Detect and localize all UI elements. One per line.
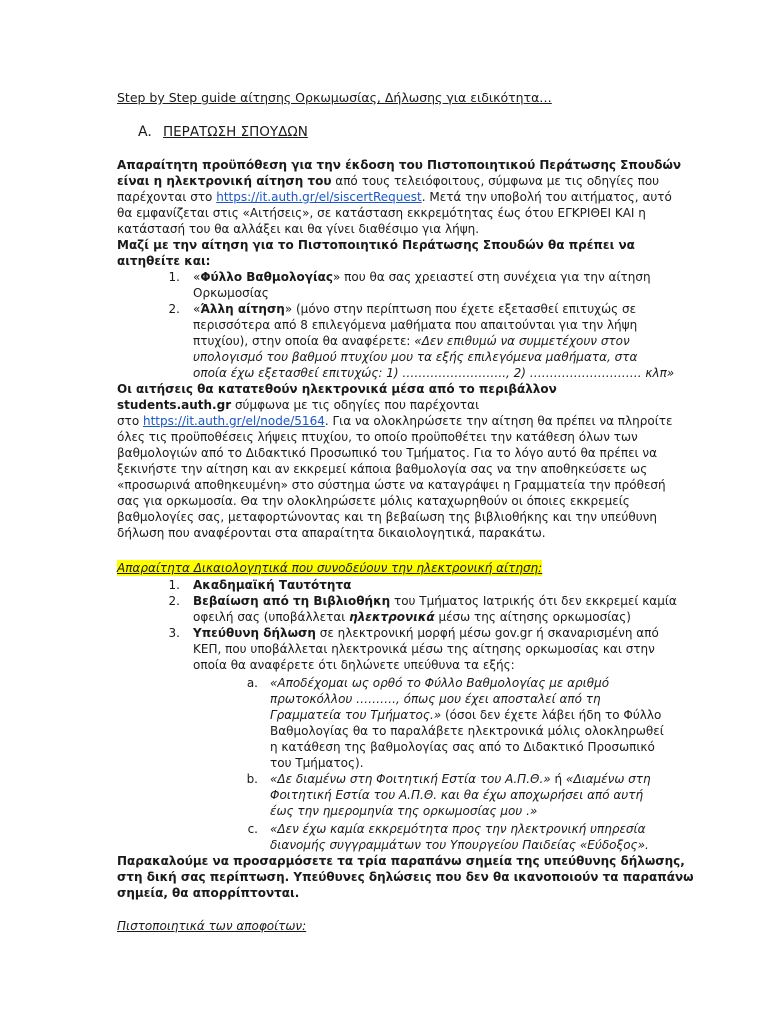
para2-line-1: Οι αιτήσεις θα κατατεθούν ηλεκτρονικά μέσα από το περιβάλλον — [117, 382, 557, 396]
closing-line-3: σημεία, θα απορρίπτονται. — [117, 886, 300, 900]
siscert-request-link[interactable]: https://it.auth.gr/el/siscertRequest — [216, 190, 422, 204]
intro-line-4: θα εμφανίζεται στις «Αιτήσεις», σε κατάσταση εκκρεμότητας έως ότου ΕΓΚΡΙΘΕΙ ΚΑΙ η — [117, 206, 646, 220]
intro-line-7: αιτηθείτε και: — [117, 254, 211, 268]
request-1-number: 1. — [168, 270, 180, 284]
para2-line-4: όλες τις προϋποθέσεις λήψεις πτυχίου, το οποίο προϋποθέτει την κατάθεση όλων των — [117, 430, 638, 444]
doc-3-number: 3. — [168, 626, 180, 640]
doc-2-line-1: Βεβαίωση από τη Βιβλιοθήκη του Τμήματος Ιατρικής ότι δεν εκκρεμεί καμία — [193, 594, 677, 608]
doc-2-number: 2. — [168, 594, 180, 608]
sub-a-letter: a. — [246, 676, 258, 690]
closing-line-2: στη δική σας περίπτωση. Υπεύθυνες δηλώσεις που δεν θα ικανοποιούν τα παραπάνω — [117, 870, 694, 884]
request-1-line-2: Ορκωμοσίας — [193, 286, 269, 300]
doc-1-number: 1. — [168, 578, 180, 592]
para2-line-9: βαθμολογίες σας, μεταφορτώνοντας και τη βεβαίωση της βιβλιοθήκης και την υπεύθυνη — [117, 510, 657, 524]
para2-line-5: βαθμολογιών από το Διδακτικό Προσωπικό του Τμήματος. Για το λόγο αυτό θα πρέπει να — [117, 446, 658, 460]
sub-a-line-5: η κατάθεση της βαθμολογίας σας από το Διδακτικό Προσωπικό — [270, 740, 655, 754]
sub-c-letter: c. — [247, 822, 258, 836]
graduates-heading: Πιστοποιητικά των αποφοίτων: — [117, 919, 307, 933]
node-5164-link[interactable]: https://it.auth.gr/el/node/5164 — [143, 414, 325, 428]
request-2-line-2: περισσότερα από 8 επιλεγόμενα μαθήματα που απαιτούνται για την λήψη — [193, 318, 638, 332]
intro-line-2: είναι η ηλεκτρονική αίτηση του από τους τελειόφοιτους, σύμφωνα με τις οδηγίες που — [117, 174, 660, 188]
closing-line-1: Παρακαλούμε να προσαρμόσετε τα τρία παραπάνω σημεία της υπεύθυνης δήλωσης, — [117, 854, 685, 868]
sub-b-line-1: «Δε διαμένω στη Φοιτητική Εστία του Α.Π.Θ.» ή «Διαμένω στη — [270, 772, 651, 786]
sub-b-line-3: έως την ημερομηνία της ορκωμοσίας μου .» — [270, 804, 538, 818]
request-2-line-5: οποία έχω εξετασθεί επιτυχώς: 1) …………………….., 2) ………………………. κλπ» — [193, 366, 675, 380]
sub-a-line-2: πρωτοκόλλου ………., όπως μου έχει αποσταλεί από τη — [270, 692, 601, 706]
para2-line-2: students.auth.gr σύμφωνα με τις οδηγίες που παρέχονται — [117, 398, 480, 412]
intro-line-1: Απαραίτητη προϋπόθεση για την έκδοση του Πιστοποιητικού Περάτωσης Σπουδών — [117, 158, 682, 172]
section-a-letter: A. — [138, 124, 152, 140]
sub-a-line-1: «Αποδέχομαι ως ορθό το Φύλλο Βαθμολογίας με αριθμό — [270, 676, 610, 690]
document-title: Step by Step guide αίτησης Ορκωμωσίας, Δήλωσης για ειδικότητα… — [117, 90, 552, 105]
request-1-line-1: «Φύλλο Βαθμολογίας» που θα σας χρειαστεί στη συνέχεια για την αίτηση — [193, 270, 651, 284]
doc-2-line-2: οφειλή σας (υποβάλλεται ηλεκτρονικά μέσω της αίτησης ορκωμοσίας) — [193, 610, 631, 624]
request-2-number: 2. — [168, 302, 180, 316]
para2-line-10: δήλωση που αναφέρονται στα απαραίτητα δικαιολογητικά, παρακάτω. — [117, 526, 546, 540]
para2-line-6: ξεκινήστε την αίτηση και αν εκκρεμεί κάποια βαθμολογία σας να την αποθηκεύσετε ως — [117, 462, 648, 476]
intro-line-5: κατάστασή του θα αλλάξει και θα γίνει διαθέσιμο για λήψη. — [117, 222, 480, 236]
intro-line-3: παρέχονται στο https://it.auth.gr/el/siscertRequest. Μετά την υποβολή του αιτήματος, αυτό — [117, 190, 672, 204]
request-2-line-3: πτυχίου), στην οποία θα αναφέρετε: «Δεν επιθυμώ να συμμετέχουν στον — [193, 334, 630, 348]
para2-line-7: «προσωρινά αποθηκευμένη» στο σύστημα ώστε να καταγράψει η Γραμματεία την πρόθεσή — [117, 478, 666, 492]
sub-a-line-3: Γραμματεία του Τμήματος.» (όσοι δεν έχετε λάβει ήδη το Φύλλο — [270, 708, 662, 722]
required-docs-heading: Απαραίτητα Δικαιολογητικά που συνοδεύουν την ηλεκτρονική αίτηση: — [117, 561, 543, 575]
sub-b-line-2: Φοιτητική Εστία του Α.Π.Θ. και θα έχω αποχωρήσει από αυτή — [270, 788, 644, 802]
doc-3-line-1: Υπεύθυνη δήλωση σε ηλεκτρονική μορφή μέσω gov.gr ή σκαναρισμένη από — [193, 626, 659, 640]
sub-c-line-1: «Δεν έχω καμία εκκρεμότητα προς την ηλεκτρονική υπηρεσία — [270, 822, 646, 836]
sub-a-line-4: Βαθμολογίας θα το παραλάβετε ηλεκτρονικά μόλις ολοκληρωθεί — [270, 724, 664, 738]
para2-line-8: σας για ορκωμοσία. Θα την ολοκληρώσετε μόλις καταχωρηθούν οι όποιες εκκρεμείς — [117, 494, 630, 508]
sub-c-line-2: διανομής συγγραμμάτων του Υπουργείου Παιδείας «Εύδοξος». — [270, 838, 649, 852]
request-2-line-4: υπολογισμό του βαθμού πτυχίου μου τα εξής επιλεγόμενα μαθήματα, στα — [193, 350, 638, 364]
sub-a-line-6: του Τμήματος). — [270, 756, 364, 770]
doc-1-line-1: Ακαδημαϊκή Ταυτότητα — [193, 578, 352, 592]
para2-line-3: στο https://it.auth.gr/el/node/5164. Για να ολοκληρώσετε την αίτηση θα πρέπει να πληροίτε — [117, 414, 673, 428]
request-2-line-1: «Άλλη αίτηση» (μόνο στην περίπτωση που έχετε εξετασθεί επιτυχώς σε — [193, 302, 637, 316]
sub-b-letter: b. — [246, 772, 258, 786]
section-a-title: ΠΕΡΑΤΩΣΗ ΣΠΟΥΔΩΝ — [163, 124, 308, 140]
doc-3-line-2: ΚΕΠ, που υποβάλλεται ηλεκτρονικά μέσω της αίτησης ορκωμοσίας και στην — [193, 642, 655, 656]
doc-3-line-3: οποία θα αναφέρετε ότι δηλώνετε υπεύθυνα τα εξής: — [193, 658, 515, 672]
intro-line-6: Μαζί με την αίτηση για το Πιστοποιητικό Περάτωσης Σπουδών θα πρέπει να — [117, 238, 635, 252]
